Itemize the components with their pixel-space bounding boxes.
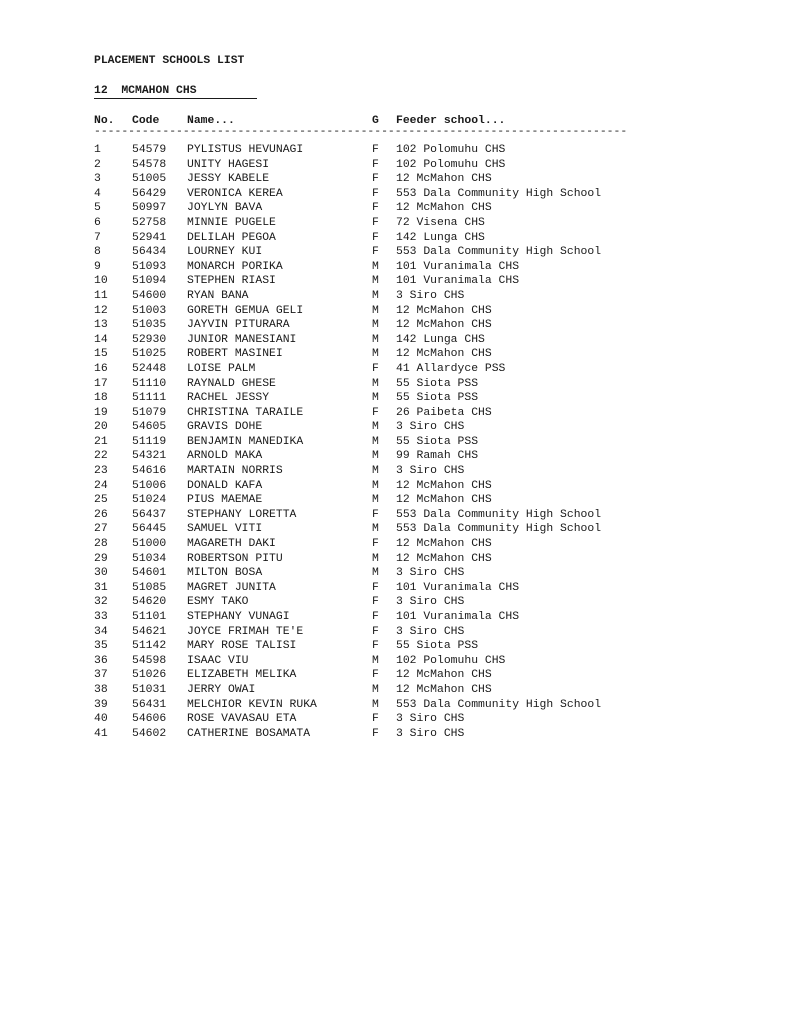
feeder-school: 101 Vuranimala CHS	[396, 275, 520, 288]
column-header-name: Name...	[187, 115, 235, 127]
student-code: 54321	[132, 450, 167, 463]
table-row	[0, 362, 791, 377]
student-code: 51024	[132, 494, 167, 507]
student-name: STEPHEN RIASI	[187, 275, 276, 288]
row-number: 32	[94, 596, 108, 609]
student-name: RYAN BANA	[187, 289, 249, 302]
student-gender: M	[372, 260, 379, 273]
student-gender: F	[372, 246, 379, 259]
student-code: 51110	[132, 377, 167, 390]
table-row	[0, 581, 791, 596]
table-row	[0, 639, 791, 654]
student-code: 51111	[132, 392, 167, 405]
column-header-code: Code	[132, 115, 160, 127]
student-gender: F	[372, 611, 379, 623]
student-gender: M	[372, 552, 379, 565]
document-title: PLACEMENT SCHOOLS LIST	[94, 55, 245, 67]
student-name: ELIZABETH MELIKA	[187, 669, 297, 682]
table-row	[0, 537, 791, 552]
student-gender: M	[372, 567, 379, 580]
student-name: JESSY KABELE	[187, 173, 270, 186]
student-code: 52941	[132, 231, 167, 244]
student-gender: M	[372, 479, 379, 492]
row-number: 37	[94, 669, 108, 682]
row-number: 10	[94, 275, 108, 288]
student-gender: F	[372, 362, 379, 375]
student-name: LOURNEY KUI	[187, 246, 263, 259]
student-name: MAGARETH DAKI	[187, 538, 276, 551]
student-gender: F	[372, 625, 379, 638]
table-row	[0, 245, 791, 260]
table-row	[0, 377, 791, 392]
row-number: 2	[94, 158, 101, 171]
row-number: 31	[94, 581, 108, 594]
student-code: 51093	[132, 260, 167, 273]
student-code: 51094	[132, 275, 167, 288]
student-gender: M	[372, 348, 379, 361]
table-row	[0, 479, 791, 494]
student-name: CATHERINE BOSAMATA	[187, 727, 311, 740]
feeder-school: 12 McMahon CHS	[396, 348, 492, 361]
student-name: ESMY TAKO	[187, 596, 249, 609]
student-gender: M	[372, 289, 379, 302]
student-code: 54600	[132, 289, 167, 302]
student-gender: M	[372, 654, 379, 667]
feeder-school: 12 McMahon CHS	[396, 202, 492, 215]
student-code: 54578	[132, 158, 167, 171]
student-gender: M	[372, 494, 379, 507]
feeder-school: 12 McMahon CHS	[396, 304, 492, 317]
feeder-school: 553 Dala Community High School	[396, 246, 602, 259]
student-name: DELILAH PEGOA	[187, 231, 276, 244]
student-gender: M	[372, 698, 379, 711]
feeder-school: 55 Siota PSS	[396, 435, 479, 448]
student-code: 51085	[132, 581, 167, 594]
student-name: MONARCH PORIKA	[187, 260, 283, 273]
feeder-school: 12 McMahon CHS	[396, 479, 492, 492]
row-number: 41	[94, 727, 108, 740]
student-gender: F	[372, 538, 379, 551]
row-number: 40	[94, 713, 108, 726]
student-code: 54620	[132, 596, 167, 609]
table-row	[0, 508, 791, 523]
student-code: 56431	[132, 698, 167, 711]
table-row	[0, 435, 791, 450]
row-number: 13	[94, 319, 108, 332]
table-row	[0, 654, 791, 669]
row-number: 26	[94, 508, 108, 521]
row-number: 34	[94, 625, 108, 638]
table-row	[0, 333, 791, 348]
student-code: 52448	[132, 362, 167, 375]
student-name: MARY ROSE TALISI	[187, 640, 297, 653]
feeder-school: 101 Vuranimala CHS	[396, 611, 520, 623]
student-gender: M	[372, 523, 379, 536]
student-code: 51006	[132, 479, 167, 492]
student-code: 51101	[132, 611, 167, 623]
feeder-school: 55 Siota PSS	[396, 377, 479, 390]
student-name: ROBERT MASINEI	[187, 348, 283, 361]
student-gender: M	[372, 465, 379, 478]
student-gender: F	[372, 727, 379, 740]
feeder-school: 3 Siro CHS	[396, 727, 465, 740]
row-number: 3	[94, 173, 101, 186]
student-name: PIUS MAEMAE	[187, 494, 263, 507]
student-code: 51119	[132, 435, 167, 448]
row-number: 15	[94, 348, 108, 361]
column-header-gender: G	[372, 115, 379, 127]
student-code: 54602	[132, 727, 167, 740]
student-name: DONALD KAFA	[187, 479, 263, 492]
row-number: 33	[94, 611, 108, 623]
header-divider: ------------------------------------------------------------------------------	[94, 126, 628, 138]
row-number: 28	[94, 538, 108, 551]
student-name: LOISE PALM	[187, 362, 256, 375]
student-code: 56434	[132, 246, 167, 259]
feeder-school: 26 Paibeta CHS	[396, 406, 492, 419]
feeder-school: 3 Siro CHS	[396, 596, 465, 609]
student-gender: F	[372, 144, 379, 156]
student-code: 51031	[132, 683, 167, 696]
table-row	[0, 304, 791, 319]
row-number: 21	[94, 435, 108, 448]
feeder-school: 55 Siota PSS	[396, 640, 479, 653]
student-code: 56429	[132, 187, 167, 200]
student-gender: F	[372, 173, 379, 186]
student-name: STEPHANY LORETTA	[187, 508, 297, 521]
table-row	[0, 158, 791, 173]
student-gender: F	[372, 406, 379, 419]
table-row	[0, 595, 791, 610]
feeder-school: 99 Ramah CHS	[396, 450, 479, 463]
feeder-school: 3 Siro CHS	[396, 567, 465, 580]
table-row	[0, 143, 791, 158]
feeder-school: 101 Vuranimala CHS	[396, 581, 520, 594]
student-gender: F	[372, 596, 379, 609]
feeder-school: 3 Siro CHS	[396, 713, 465, 726]
student-name: GRAVIS DOHE	[187, 421, 263, 434]
row-number: 7	[94, 231, 101, 244]
row-number: 9	[94, 260, 101, 273]
table-row	[0, 727, 791, 742]
student-name: SAMUEL VITI	[187, 523, 263, 536]
row-number: 23	[94, 465, 108, 478]
table-row	[0, 420, 791, 435]
feeder-school: 12 McMahon CHS	[396, 683, 492, 696]
table-row	[0, 318, 791, 333]
column-header-no: No.	[94, 115, 115, 127]
student-name: MAGRET JUNITA	[187, 581, 276, 594]
feeder-school: 142 Lunga CHS	[396, 231, 485, 244]
school-heading: 12 MCMAHON CHS	[94, 84, 257, 99]
table-row	[0, 274, 791, 289]
student-code: 56445	[132, 523, 167, 536]
student-code: 51005	[132, 173, 167, 186]
student-gender: F	[372, 581, 379, 594]
table-row	[0, 406, 791, 421]
row-number: 35	[94, 640, 108, 653]
student-name: CHRISTINA TARAILE	[187, 406, 304, 419]
student-name: MILTON BOSA	[187, 567, 263, 580]
table-row	[0, 668, 791, 683]
student-code: 51079	[132, 406, 167, 419]
table-row	[0, 260, 791, 275]
student-name: BENJAMIN MANEDIKA	[187, 435, 304, 448]
student-name: VERONICA KEREA	[187, 187, 283, 200]
student-code: 51025	[132, 348, 167, 361]
table-row	[0, 391, 791, 406]
row-number: 29	[94, 552, 108, 565]
student-gender: F	[372, 216, 379, 229]
feeder-school: 553 Dala Community High School	[396, 187, 602, 200]
table-row	[0, 522, 791, 537]
student-code: 54605	[132, 421, 167, 434]
feeder-school: 102 Polomuhu CHS	[396, 654, 506, 667]
student-gender: M	[372, 421, 379, 434]
student-name: MARTAIN NORRIS	[187, 465, 283, 478]
student-code: 51026	[132, 669, 167, 682]
student-name: MELCHIOR KEVIN RUKA	[187, 698, 317, 711]
table-row	[0, 347, 791, 362]
feeder-school: 553 Dala Community High School	[396, 508, 602, 521]
student-name: RACHEL JESSY	[187, 392, 270, 405]
table-row	[0, 187, 791, 202]
feeder-school: 3 Siro CHS	[396, 465, 465, 478]
student-name: JAYVIN PITURARA	[187, 319, 290, 332]
table-row	[0, 231, 791, 246]
feeder-school: 3 Siro CHS	[396, 289, 465, 302]
row-number: 27	[94, 523, 108, 536]
student-name: PYLISTUS HEVUNAGI	[187, 144, 304, 156]
student-name: ROSE VAVASAU ETA	[187, 713, 297, 726]
student-gender: M	[372, 450, 379, 463]
feeder-school: 55 Siota PSS	[396, 392, 479, 405]
row-number: 16	[94, 362, 108, 375]
column-header-feeder: Feeder school...	[396, 115, 506, 127]
student-name: RAYNALD GHESE	[187, 377, 276, 390]
feeder-school: 12 McMahon CHS	[396, 494, 492, 507]
student-code: 54616	[132, 465, 167, 478]
student-code: 54601	[132, 567, 167, 580]
student-gender: M	[372, 683, 379, 696]
table-row	[0, 201, 791, 216]
student-code: 51000	[132, 538, 167, 551]
student-gender: F	[372, 187, 379, 200]
feeder-school: 12 McMahon CHS	[396, 319, 492, 332]
table-row	[0, 712, 791, 727]
table-row	[0, 493, 791, 508]
row-number: 1	[94, 144, 101, 156]
student-name: UNITY HAGESI	[187, 158, 270, 171]
student-code: 54621	[132, 625, 167, 638]
table-row	[0, 216, 791, 231]
student-name: ROBERTSON PITU	[187, 552, 283, 565]
student-gender: M	[372, 392, 379, 405]
student-name: JUNIOR MANESIANI	[187, 333, 297, 346]
student-gender: F	[372, 713, 379, 726]
student-name: ARNOLD MAKA	[187, 450, 263, 463]
feeder-school: 12 McMahon CHS	[396, 173, 492, 186]
student-name: ISAAC VIU	[187, 654, 249, 667]
row-number: 20	[94, 421, 108, 434]
row-number: 6	[94, 216, 101, 229]
row-number: 12	[94, 304, 108, 317]
row-number: 14	[94, 333, 108, 346]
student-name: STEPHANY VUNAGI	[187, 611, 290, 623]
table-row	[0, 625, 791, 640]
row-number: 18	[94, 392, 108, 405]
student-gender: M	[372, 304, 379, 317]
student-code: 51003	[132, 304, 167, 317]
student-code: 54606	[132, 713, 167, 726]
student-name: MINNIE PUGELE	[187, 216, 276, 229]
student-gender: M	[372, 275, 379, 288]
student-code: 52758	[132, 216, 167, 229]
table-row	[0, 289, 791, 304]
feeder-school: 102 Polomuhu CHS	[396, 158, 506, 171]
row-number: 19	[94, 406, 108, 419]
row-number: 30	[94, 567, 108, 580]
student-code: 50997	[132, 202, 167, 215]
student-gender: M	[372, 319, 379, 332]
row-number: 22	[94, 450, 108, 463]
student-code: 51035	[132, 319, 167, 332]
student-table	[0, 143, 791, 741]
row-number: 39	[94, 698, 108, 711]
feeder-school: 142 Lunga CHS	[396, 333, 485, 346]
table-row	[0, 449, 791, 464]
student-code: 51034	[132, 552, 167, 565]
student-gender: F	[372, 508, 379, 521]
student-code: 52930	[132, 333, 167, 346]
row-number: 25	[94, 494, 108, 507]
student-code: 56437	[132, 508, 167, 521]
table-row	[0, 552, 791, 567]
feeder-school: 102 Polomuhu CHS	[396, 144, 506, 156]
row-number: 5	[94, 202, 101, 215]
table-row	[0, 698, 791, 713]
student-gender: F	[372, 231, 379, 244]
feeder-school: 41 Allardyce PSS	[396, 362, 506, 375]
student-name: GORETH GEMUA GELI	[187, 304, 304, 317]
student-name: JOYLYN BAVA	[187, 202, 263, 215]
row-number: 17	[94, 377, 108, 390]
student-gender: F	[372, 669, 379, 682]
row-number: 24	[94, 479, 108, 492]
feeder-school: 553 Dala Community High School	[396, 523, 602, 536]
student-gender: F	[372, 640, 379, 653]
student-code: 54598	[132, 654, 167, 667]
student-code: 51142	[132, 640, 167, 653]
row-number: 38	[94, 683, 108, 696]
student-code: 54579	[132, 144, 167, 156]
row-number: 8	[94, 246, 101, 259]
student-name: JERRY OWAI	[187, 683, 256, 696]
table-row	[0, 566, 791, 581]
feeder-school: 3 Siro CHS	[396, 625, 465, 638]
feeder-school: 12 McMahon CHS	[396, 538, 492, 551]
feeder-school: 12 McMahon CHS	[396, 669, 492, 682]
student-gender: F	[372, 202, 379, 215]
table-row	[0, 464, 791, 479]
student-gender: F	[372, 158, 379, 171]
student-gender: M	[372, 333, 379, 346]
row-number: 4	[94, 187, 101, 200]
row-number: 36	[94, 654, 108, 667]
feeder-school: 12 McMahon CHS	[396, 552, 492, 565]
student-name: JOYCE FRIMAH TE'E	[187, 625, 304, 638]
student-gender: M	[372, 377, 379, 390]
table-row	[0, 610, 791, 625]
student-gender: M	[372, 435, 379, 448]
feeder-school: 3 Siro CHS	[396, 421, 465, 434]
feeder-school: 101 Vuranimala CHS	[396, 260, 520, 273]
table-row	[0, 683, 791, 698]
feeder-school: 72 Visena CHS	[396, 216, 485, 229]
table-row	[0, 172, 791, 187]
feeder-school: 553 Dala Community High School	[396, 698, 602, 711]
row-number: 11	[94, 289, 108, 302]
